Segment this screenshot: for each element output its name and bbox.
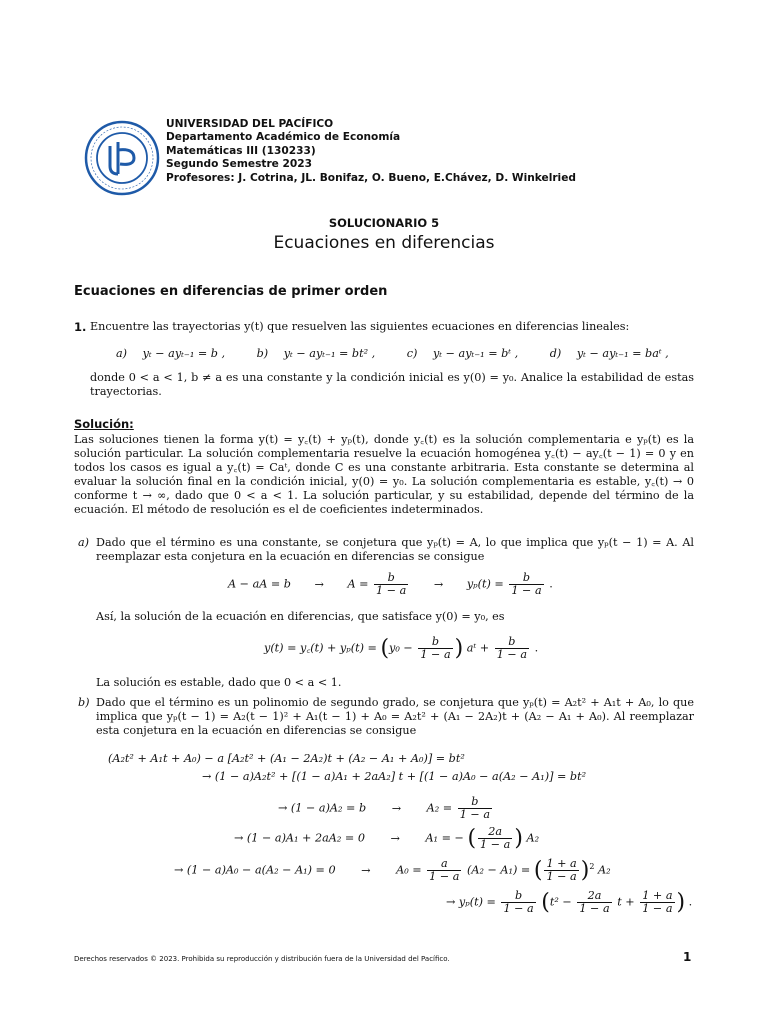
- part-a-text2: Así, la solución de la ecuación en diferencias, que satisface y(0) = y₀, es: [96, 610, 505, 623]
- period: .: [688, 895, 693, 909]
- document-kicker: SOLUCIONARIO 5: [328, 216, 440, 230]
- fraction: [640, 890, 674, 915]
- section-title: Ecuaciones en diferencias de primer orden: [74, 284, 388, 299]
- part-b-label: b): [78, 696, 90, 709]
- arrow: →: [361, 863, 371, 877]
- department-name: Departamento Académico de Economía: [166, 131, 401, 144]
- frac-den: 1 − a: [579, 902, 610, 915]
- fraction: [501, 890, 535, 915]
- frac-den: 1 − a: [459, 808, 490, 821]
- part-b-line4: → (1 − a)A₁ + 2aA₂ = 0 → A₁ = − ( $\frac{2a}{1 - a}$ ) A₂: [234, 825, 540, 851]
- problem-statement: Encuentre las trayectorias y(t) que resuelven las siguientes ecuaciones en diferencias lineales:: [90, 320, 630, 333]
- solution-intro: Las soluciones tienen la forma y(t) = y꜀(t) + yₚ(t), donde y꜀(t) es la solución complementaria e yₚ(t) es la solución particular. La solución complementaria resuelve la ecuación homogénea y꜀(t) − ay꜀(t − 1) = 0 y en todos los casos es igual a y꜀(t) = Caᵗ, donde C es una constante arbitraria. Esta constante se determina al evaluar la solución final en la condición inicial, y(0) = y₀. La solución complementaria es estable, y꜀(t) → 0 conforme t → ∞, dado que 0 < a < 1. La solución particular, y su estabilidad, depende del término de la ecuación. El método de resolución es el de coeficientes indeterminados.: [74, 433, 694, 516]
- option-c-label: c): [406, 347, 418, 360]
- part-a-eq1: [228, 572, 553, 597]
- option-b-expr: yₜ − ayₜ₋₁ = bt² ,: [283, 347, 376, 360]
- professors: Profesores: J. Cotrina, JL. Bonifaz, O. Bueno, E.Chávez, D. Winkelried: [166, 171, 576, 184]
- line5-left: → (1 − a)A₀ − a(A₂ − A₁) = 0: [174, 863, 336, 877]
- frac-den: 1 − a: [480, 838, 511, 851]
- option-b-label: b): [256, 347, 269, 360]
- t-plus: t +: [617, 895, 635, 909]
- part-b-line2: → (1 − a)A₂t² + [(1 − a)A₁ + 2aA₂] t + [(1 − a)A₀ − a(A₂ − A₁)] = bt²: [202, 770, 587, 783]
- part-a-eq2: y(t) = y꜀(t) + yₚ(t) = (y₀ − $\frac{b}{1 - a}$ ) aᵗ + $\frac{b}{1 - a}$ .: [264, 635, 539, 661]
- part-b-line6: → yₚ(t) = $\frac{b}{1 - a}$ (t² − $\frac{2a}{1 - a}$ t + $\frac{1 + a}{1 - a}$ ) .: [446, 889, 693, 915]
- part-b-text: Dado que el término es un polinomio de segundo grado, se conjetura que yₚ(t) = A₂t² + A₁t + A₀, lo que implica que yₚ(t − 1) = A₂(t − 1)² + A₁(t − 1) + A₀ = A₂t² + (A₁ − 2A₂)t + (A₂ − A₁ + A₀). Al reemplazar esta conjetura en la ecuación en diferencias se consigue: [96, 696, 694, 737]
- part-b-line5: → (1 − a)A₀ − a(A₂ − A₁) = 0 → A₀ = $\frac{a}{1 - a}$ (A₂ − A₁) = ( $\frac{1 + a}{1 - a}$ )$^2$ A₂: [174, 857, 611, 883]
- fraction: [544, 858, 578, 883]
- frac-den: 1 − a: [503, 902, 534, 915]
- frac-num: b: [509, 572, 543, 585]
- frac-den: 1 − a: [511, 584, 542, 597]
- footer-copyright: Derechos reservados © 2023. Prohibida su reproducción y distribución fuera de la Universidad del Pacífico.: [74, 955, 450, 963]
- fraction: [374, 572, 408, 597]
- frac-num: 1 + a: [642, 889, 673, 902]
- solution-label: Solución:: [74, 417, 134, 431]
- a2-term: A₂: [526, 831, 540, 845]
- semester: Segundo Semestre 2023: [166, 158, 313, 171]
- fraction: [495, 636, 529, 661]
- frac-num: a: [427, 858, 461, 871]
- frac-num: b: [374, 572, 408, 585]
- frac-num: 2a: [478, 826, 512, 839]
- frac-num: 1 + a: [546, 857, 577, 870]
- document-title: Ecuaciones en diferencias: [273, 233, 495, 253]
- part-a-label: a): [78, 536, 90, 549]
- arrow: →: [433, 577, 444, 591]
- line4-left: → (1 − a)A₁ + 2aA₂ = 0: [234, 831, 365, 845]
- t2-minus: t² −: [549, 895, 572, 909]
- frac-num: 2a: [577, 890, 611, 903]
- period: .: [534, 641, 539, 655]
- arrow: →: [391, 801, 402, 815]
- a2-term: A₂: [597, 863, 611, 877]
- eq2-y0: y₀ −: [389, 641, 413, 655]
- frac-num: b: [495, 636, 529, 649]
- solution-label-text: Solución: [74, 417, 130, 431]
- university-name: UNIVERSIDAD DEL PACÍFICO: [166, 118, 334, 130]
- line5-right: A₀ =: [396, 863, 422, 877]
- frac-den: 1 − a: [546, 870, 577, 883]
- a2-minus-a1: (A₂ − A₁) =: [467, 863, 531, 877]
- frac-den: 1 − a: [496, 648, 527, 661]
- problem-number: 1.: [74, 320, 87, 334]
- frac-den: 1 − a: [429, 870, 460, 883]
- fraction: [509, 572, 543, 597]
- arrow: →: [390, 831, 400, 845]
- frac-den: 1 − a: [376, 584, 407, 597]
- university-seal-icon: [84, 120, 160, 196]
- option-c-expr: yₜ − ayₜ₋₁ = bᵗ ,: [432, 347, 519, 360]
- period: .: [549, 577, 553, 591]
- option-d-expr: yₜ − ayₜ₋₁ = baᵗ ,: [576, 347, 669, 360]
- eq2-at: aᵗ +: [466, 641, 490, 655]
- problem-conditions: donde 0 < a < 1, b ≠ a es una constante y la condición inicial es y(0) = y₀. Analice la estabilidad de estas trayectorias.: [90, 371, 694, 398]
- option-a-label: a): [116, 347, 128, 360]
- option-d-label: d): [549, 347, 562, 360]
- eq1-left: A − aA = b: [228, 577, 291, 591]
- frac-den: 1 − a: [642, 902, 673, 915]
- part-b-line3: [278, 796, 494, 821]
- eq1-right: yₚ(t) =: [466, 577, 504, 591]
- frac-num: b: [418, 636, 452, 649]
- frac-den: 1 − a: [420, 648, 451, 661]
- course-name: Matemáticas III (130233): [166, 144, 316, 157]
- problem-options: [116, 347, 669, 360]
- university-seal: [84, 120, 160, 196]
- fraction: [458, 796, 492, 821]
- fraction: [427, 858, 461, 883]
- part-a-text3: La solución es estable, dado que 0 < a < 1.: [96, 676, 342, 689]
- line6-left: → yₚ(t) =: [446, 895, 496, 909]
- option-a-expr: yₜ − ayₜ₋₁ = b ,: [142, 347, 226, 360]
- line4-right: A₁ = −: [425, 831, 464, 845]
- page-number: 1: [683, 950, 692, 964]
- part-b-line1: (A₂t² + A₁t + A₀) − a [A₂t² + (A₁ − 2A₂)t + (A₂ − A₁ + A₀)] = bt²: [108, 752, 465, 765]
- eq2-left: y(t) = y꜀(t) + yₚ(t) =: [264, 641, 377, 655]
- document-header: [166, 118, 576, 185]
- frac-num: b: [501, 890, 535, 903]
- fraction: [577, 890, 611, 915]
- line3-right: A₂ =: [426, 801, 453, 815]
- part-a-text: Dado que el término es una constante, se conjetura que yₚ(t) = A, lo que implica que yₚ(t − 1) = A. Al reemplazar esta conjetura en la ecuación en diferencias se consigue: [96, 536, 694, 563]
- frac-num: b: [458, 796, 492, 809]
- fraction: [478, 826, 512, 851]
- line3-left: → (1 − a)A₂ = b: [278, 801, 367, 815]
- arrow: →: [314, 577, 324, 591]
- eq1-mid: A =: [347, 577, 369, 591]
- fraction: [418, 636, 452, 661]
